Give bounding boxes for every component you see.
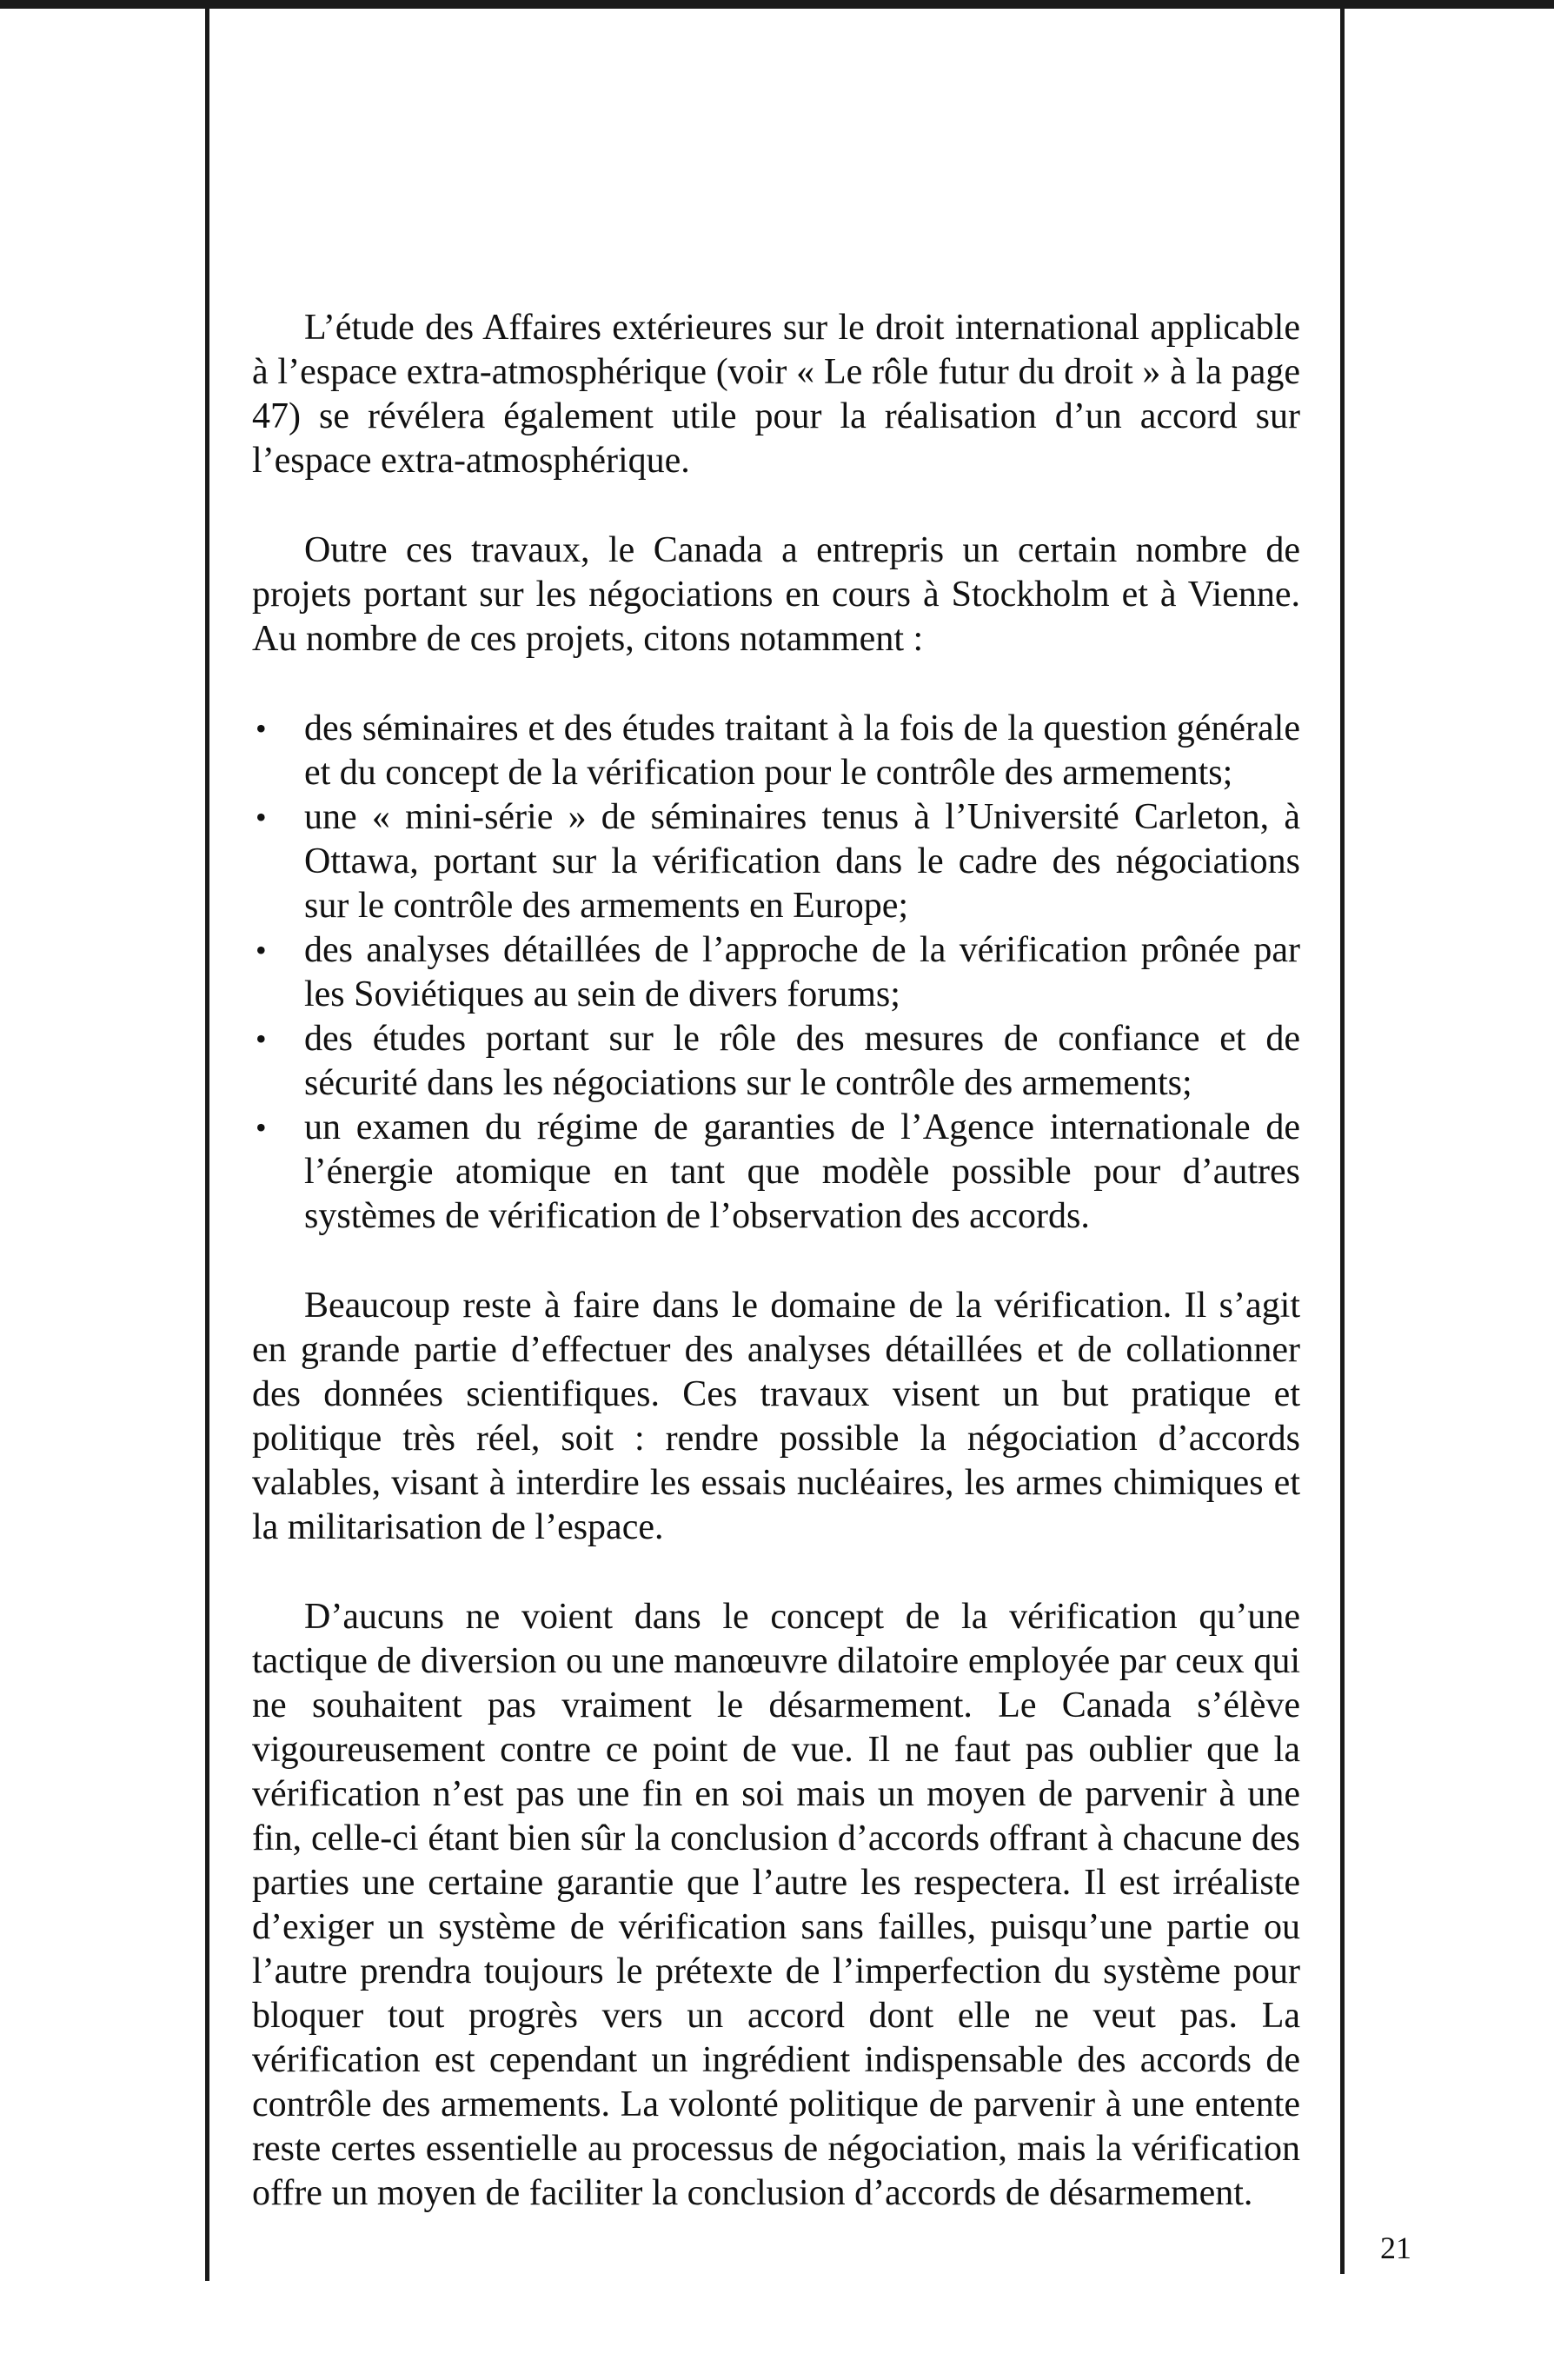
left-margin-rule [205,0,209,2281]
paragraph-canada-projects: Outre ces travaux, le Canada a entrepris un certain nombre de projets portant sur les négociations en cours à Stockholm et à Vienne. Au nombre de ces projets, citons notamment : [252,530,1300,659]
list-item [252,1017,1300,1106]
list-item-text: un examen du régime de garanties de l’Agence internationale de l’énergie atomique en tant que modèle possible pour d’autres systèmes de vérification de l’observation des accords. [304,1107,1300,1236]
bullet-icon: • [256,711,267,746]
bullet-icon: • [256,1021,267,1056]
list-item [252,928,1300,1017]
list-item-text: des analyses détaillées de l’approche de la vérification prônée par les Soviétiques au sein de divers forums; [304,930,1300,1014]
list-item [252,1106,1300,1239]
bullet-icon: • [256,933,267,967]
paragraph-remaining-work: Beaucoup reste à faire dans le domaine de la vérification. Il s’agit en grande partie d’effectuer des analyses détaillées et de collationner des données scientifiques. Ces travaux visent un but pratique et politique très réel, soit : rendre possible la négociation d’accords valables, visant à interdire les essais nucléaires, les armes chimiques et la militarisation de l’espace. [252,1286,1300,1547]
page-number: 21 [1380,2230,1411,2265]
bullet-icon: • [256,1110,267,1145]
list-item-text: des séminaires et des études traitant à la fois de la question générale et du concept de la vérification pour le contrôle des armements; [304,708,1300,793]
paragraph-verification-role: D’aucuns ne voient dans le concept de la vérification qu’une tactique de diversion ou une manœuvre dilatoire employée par ceux qui ne souhaitent pas vraiment le désarmement. Le Canada s’élève vigoureusement contre ce point de vue. Il ne faut pas oublier que la vérification n’est pas une fin en soi mais un moyen de parvenir à une fin, celle-ci étant bien sûr la conclusion d’accords offrant à chacune des parties une certaine garantie que l’autre les respectera. Il est irréaliste d’exiger un système de vérification sans failles, puisqu’une partie ou l’autre prendra toujours le prétexte de l’imperfection du système pour bloquer tout progrès vers un accord dont elle ne veut pas. La vérification est cependant un ingrédient indispensable des accords de contrôle des armements. La volonté politique de parvenir à une entente reste certes essentielle au processus de négociation, mais la vérification offre un moyen de faciliter la conclusion d’accords de désarmement. [252,1597,1300,2213]
paragraph-outer-space-law: L’étude des Affaires extérieures sur le droit international applicable à l’espace extra-atmosphérique (voir « Le rôle futur du droit » à la page 47) se révélera également utile pour la réalisation d’un accord sur l’espace extra-atmosphérique. [252,308,1300,481]
right-margin-rule [1340,0,1345,2274]
projects-list [252,707,1300,1239]
top-border-rule [0,0,1554,9]
bullet-icon: • [256,800,267,834]
list-item [252,707,1300,795]
list-item-text: une « mini-série » de séminaires tenus à l’Université Carleton, à Ottawa, portant sur la vérification dans le cadre des négociations sur le contrôle des armements en Europe; [304,797,1300,926]
list-item [252,795,1300,928]
list-item-text: des études portant sur le rôle des mesures de confiance et de sécurité dans les négociations sur le contrôle des armements; [304,1019,1300,1103]
page-body [252,306,1300,2261]
